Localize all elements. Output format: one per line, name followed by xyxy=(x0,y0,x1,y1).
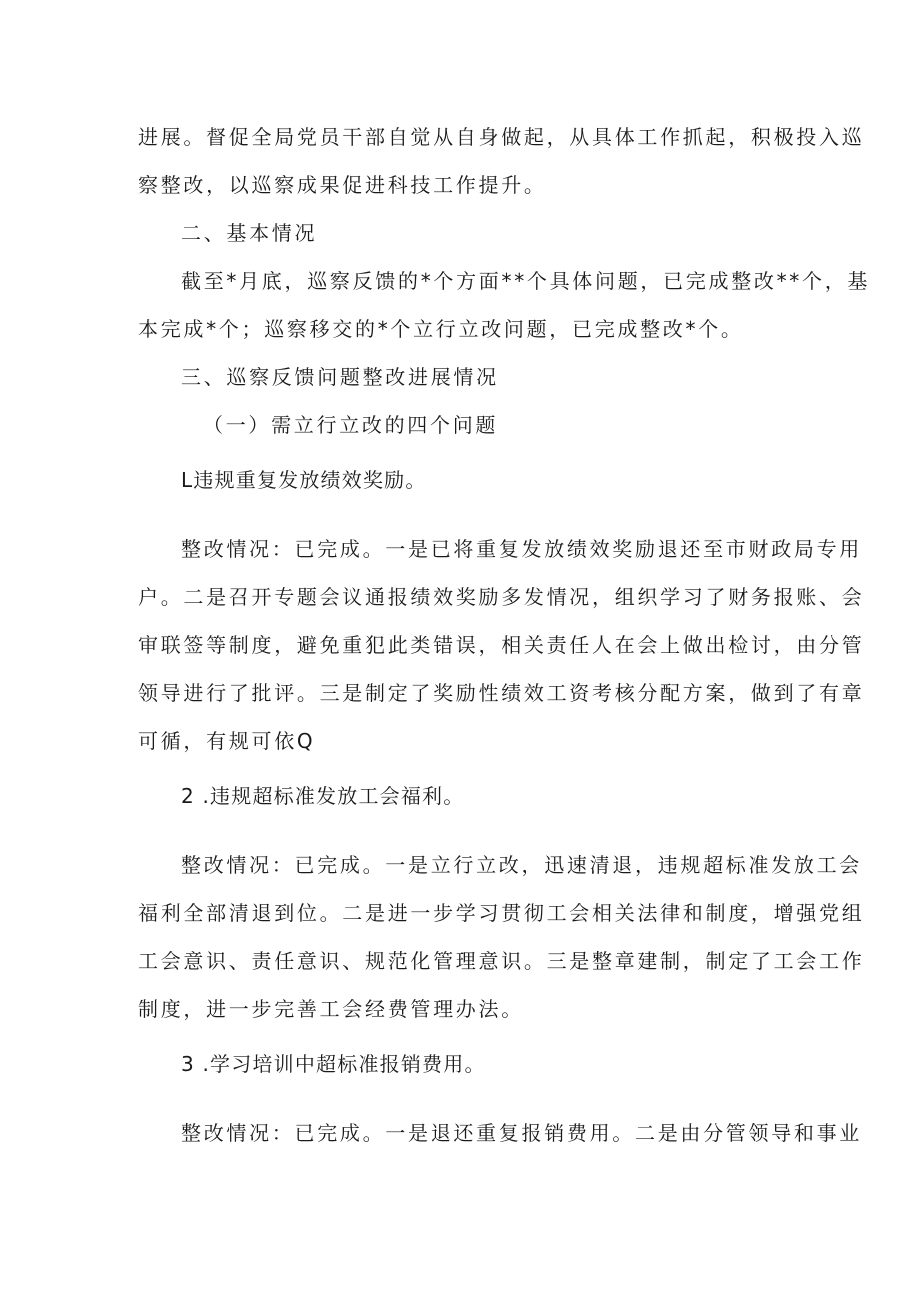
paragraph-line: 进展。督促全局党员干部自觉从自身做起，从具体工作抓起，积极投入巡 xyxy=(138,125,865,149)
section-heading-progress: 三、巡察反馈问题整改进展情况 xyxy=(181,365,499,389)
item-heading-3: 3 .学习培训中超标准报销费用。 xyxy=(181,1052,486,1076)
paragraph-line: 察整改，以巡察成果促进科技工作提升。 xyxy=(138,173,547,197)
paragraph-line: 截至*月底，巡察反馈的*个方面**个具体问题，已完成整改**个，基 xyxy=(181,269,871,293)
paragraph-line: 整改情况：已完成。一是已将重复发放绩效奖励退还至市财政局专用 xyxy=(181,537,862,561)
section-heading-basic: 二、基本情况 xyxy=(181,221,318,245)
paragraph-line: 户。二是召开专题会议通报绩效奖励多发情况，组织学习了财务报账、会 xyxy=(138,585,865,609)
paragraph-line: 审联签等制度，避免重犯此类错误，相关责任人在会上做出检讨，由分管 xyxy=(138,633,865,657)
paragraph-line: 领导进行了批评。三是制定了奖励性绩效工资考核分配方案，做到了有章 xyxy=(138,681,865,705)
item-heading-1: L违规重复发放绩效奖励。 xyxy=(181,468,427,492)
paragraph-line: 制度，进一步完善工会经费管理办法。 xyxy=(138,997,524,1021)
paragraph-line: 整改情况：已完成。一是退还重复报销费用。二是由分管领导和事业 xyxy=(181,1121,862,1145)
paragraph-line: 福利全部清退到位。二是进一步学习贯彻工会相关法律和制度，增强党组 xyxy=(138,901,865,925)
paragraph-line: 本完成*个；巡察移交的*个立行立改问题，已完成整改*个。 xyxy=(138,317,744,341)
subsection-heading: （一）需立行立改的四个问题 xyxy=(203,413,499,437)
item-heading-2: 2 .违规超标准发放工会福利。 xyxy=(181,784,465,808)
paragraph-line: 整改情况：已完成。一是立行立改，迅速清退，违规超标准发放工会 xyxy=(181,853,862,877)
paragraph-line: 工会意识、责任意识、规范化管理意识。三是整章建制，制定了工会工作 xyxy=(138,949,865,973)
paragraph-line: 可循，有规可依Q xyxy=(138,729,316,753)
